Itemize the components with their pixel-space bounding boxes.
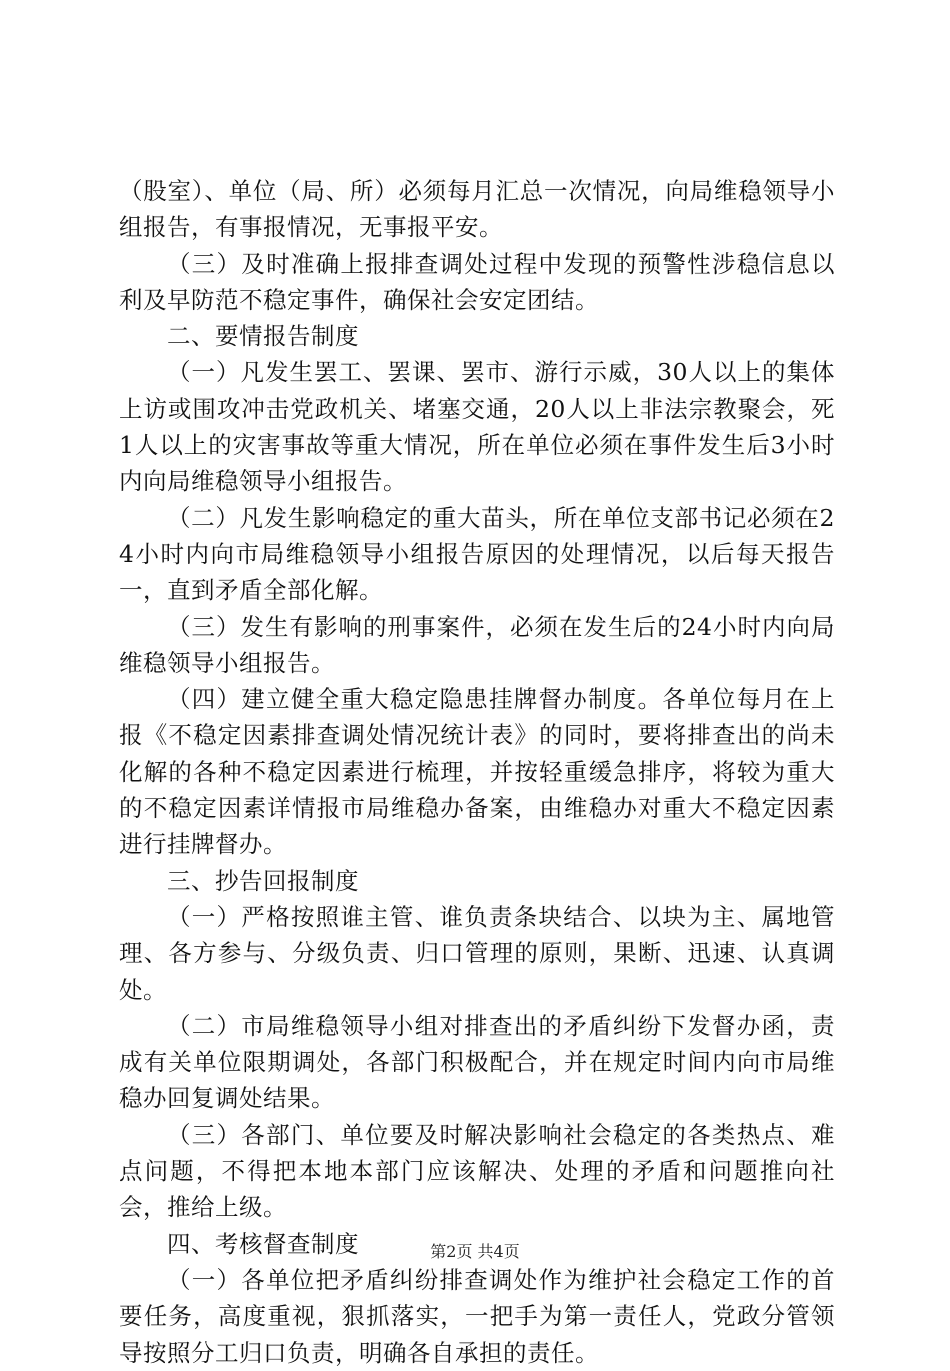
- paragraph-item-3: （三）各部门、单位要及时解决影响社会稳定的各类热点、难点问题，不得把本地本部门应该解决、处理的矛盾和问题推向社会，推给上级。: [119, 1120, 835, 1222]
- paragraph-item-3: （三）发生有影响的刑事案件，必须在发生后的24小时内向局维稳领导小组报告。: [119, 612, 835, 677]
- paragraph-item-1: （一）严格按照谁主管、谁负责条块结合、以块为主、属地管理、各方参与、分级负责、归口管理的原则，果断、迅速、认真调处。: [119, 902, 835, 1004]
- paragraph-item-1: （一）凡发生罢工、罢课、罢市、游行示威，30人以上的集体上访或围攻冲击党政机关、堵塞交通，20人以上非法宗教聚会，死1人以上的灾害事故等重大情况，所在单位必须在事件发生后3小时内向局维稳领导小组报告。: [119, 358, 835, 496]
- document-body: [119, 173, 835, 1371]
- paragraph-item-2: （二）凡发生影响稳定的重大苗头，所在单位支部书记必须在24小时内向市局维稳领导小组报告原因的处理情况，以后每天报告一，直到矛盾全部化解。: [119, 503, 835, 605]
- section-heading-2: 二、要情报告制度: [167, 322, 359, 351]
- section-heading-3: 三、抄告回报制度: [167, 866, 359, 895]
- page-number-footer: 第2页 共4页: [430, 1242, 520, 1261]
- paragraph-item-4: （四）建立健全重大稳定隐患挂牌督办制度。各单位每月在上报《不稳定因素排查调处情况统计表》的同时，要将排查出的尚未化解的各种不稳定因素进行梳理，并按轻重缓急排序，将较为重大的不稳定因素详情报市局维稳办备案，由维稳办对重大不稳定因素进行挂牌督办。: [119, 685, 835, 859]
- section-heading-4: 四、考核督查制度: [167, 1229, 359, 1258]
- paragraph-item-2: （二）市局维稳领导小组对排查出的矛盾纠纷下发督办函，责成有关单位限期调处，各部门积极配合，并在规定时间内向市局维稳办回复调处结果。: [119, 1011, 835, 1113]
- paragraph-continuation: （股室）、单位（局、所）必须每月汇总一次情况，向局维稳领导小组报告，有事报情况，无事报平安。: [119, 177, 835, 242]
- paragraph-item-1: （一）各单位把矛盾纠纷排查调处作为维护社会稳定工作的首要任务，高度重视，狠抓落实，一把手为第一责任人，党政分管领导按照分工归口负责，明确各自承担的责任。: [119, 1265, 835, 1367]
- paragraph-item-3: （三）及时准确上报排查调处过程中发现的预警性涉稳信息以利及早防范不稳定事件，确保社会安定团结。: [119, 249, 835, 314]
